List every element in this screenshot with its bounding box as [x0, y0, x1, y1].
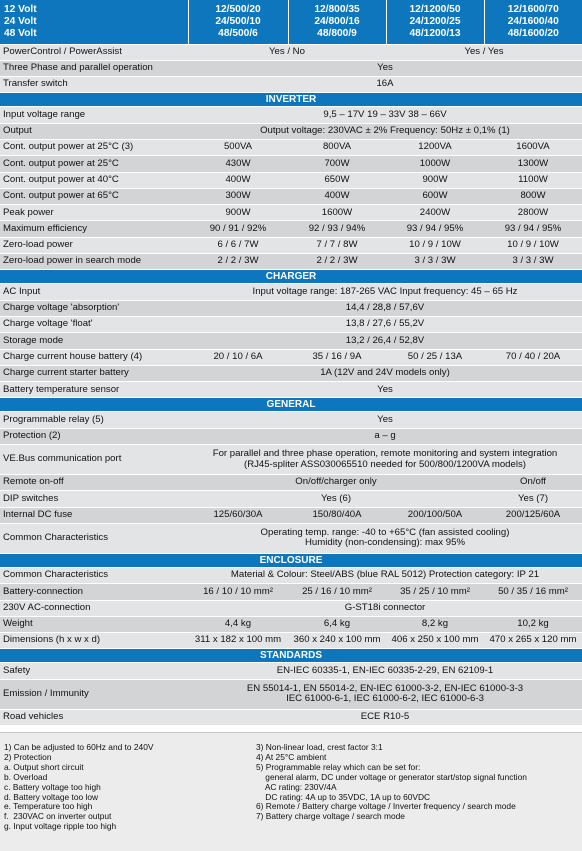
row-label: Internal DC fuse	[0, 507, 188, 523]
row-value: 35 / 25 / 10 mm²	[386, 584, 484, 600]
table-row	[0, 237, 582, 253]
row-value: 20 / 10 / 6A	[188, 349, 288, 365]
footnote-line: general alarm, DC under voltage or generator start/stop signal function	[256, 771, 527, 782]
row-value: ECE R10-5	[188, 709, 582, 725]
footnote-line: 3) Non-linear load, crest factor 3:1	[256, 742, 383, 752]
row-label: Common Characteristics	[0, 567, 188, 583]
footnotes-left	[4, 743, 153, 832]
row-label: Cont. output power at 40°C	[0, 172, 188, 188]
row-value: 650W	[288, 172, 386, 188]
row-value: 800W	[484, 188, 582, 204]
row-value: 406 x 250 x 100 mm	[386, 633, 484, 649]
table-row	[0, 349, 582, 365]
row-value: Yes	[188, 60, 582, 76]
row-value: a – g	[188, 428, 582, 444]
table-row	[0, 123, 582, 139]
row-value: 93 / 94 / 95%	[386, 221, 484, 237]
table-row	[0, 139, 582, 155]
footnote-line: 1) Can be adjusted to 60Hz and to 240V	[4, 742, 154, 752]
table-row	[0, 107, 582, 123]
row-label: Transfer switch	[0, 77, 188, 93]
table-row	[0, 584, 582, 600]
row-value: 90 / 91 / 92%	[188, 221, 288, 237]
row-value: 2 / 2 / 3W	[188, 254, 288, 270]
row-value: 430W	[188, 156, 288, 172]
table-row	[0, 616, 582, 632]
footnote-line: 2) Protection	[4, 751, 52, 762]
table-row	[0, 412, 582, 428]
footnotes-right	[256, 743, 527, 822]
row-label: DIP switches	[0, 491, 188, 507]
model-name: 12/1600/70	[507, 4, 559, 16]
table-row	[0, 60, 582, 76]
row-value-line: Operating temp. range: -40 to +65°C (fan assisted cooling)	[260, 526, 510, 538]
table-row	[0, 475, 582, 491]
model-header-row	[0, 0, 582, 44]
row-value: 93 / 94 / 95%	[484, 221, 582, 237]
row-value: 13,8 / 27,6 / 55,2V	[188, 316, 582, 332]
table-row	[0, 679, 582, 709]
row-value: On/off/charger only	[188, 475, 484, 491]
row-value: 50 / 35 / 16 mm²	[484, 584, 582, 600]
row-label: Three Phase and parallel operation	[0, 60, 188, 76]
table-row	[0, 567, 582, 583]
row-value: EN-IEC 60335-1, EN-IEC 60335-2-29, EN 62109-1	[188, 663, 582, 679]
row-label: Remote on-off	[0, 475, 188, 491]
row-value: 8,2 kg	[386, 616, 484, 632]
footnote-line: c. Battery voltage too high	[4, 781, 101, 792]
model-name: 12/800/35	[314, 4, 360, 16]
section-header	[0, 270, 582, 284]
row-label: PowerControl / PowerAssist	[0, 44, 188, 60]
row-value: 2 / 2 / 3W	[288, 254, 386, 270]
model-name: 48/1600/20	[507, 27, 559, 39]
row-value: 92 / 93 / 94%	[288, 221, 386, 237]
model-name: 48/800/9	[317, 27, 357, 39]
table-row	[0, 254, 582, 270]
row-value-line: IEC 61000-6-1, IEC 61000-6-2, IEC 61000-6-3	[286, 693, 484, 705]
row-label: Cont. output power at 65°C	[0, 188, 188, 204]
row-value: 25 / 16 / 10 mm²	[288, 584, 386, 600]
row-label: Road vehicles	[0, 709, 188, 725]
table-row	[0, 382, 582, 398]
table-row	[0, 156, 582, 172]
table-row	[0, 523, 582, 553]
row-label: Emission / Immunity	[0, 679, 188, 709]
section-title: CHARGER	[0, 270, 582, 284]
row-label: Storage mode	[0, 333, 188, 349]
section-title: ENCLOSURE	[0, 553, 582, 567]
row-value: 6 / 6 / 7W	[188, 237, 288, 253]
row-value: On/off	[484, 475, 582, 491]
section-title: STANDARDS	[0, 649, 582, 663]
row-value: 3 / 3 / 3W	[386, 254, 484, 270]
section-header	[0, 398, 582, 412]
row-value: 1600VA	[484, 139, 582, 155]
row-value: Yes / Yes	[386, 44, 582, 60]
row-value: 1000W	[386, 156, 484, 172]
row-value: 311 x 182 x 100 mm	[188, 633, 288, 649]
row-label: Programmable relay (5)	[0, 412, 188, 428]
row-value	[188, 679, 582, 709]
row-label: Charge voltage 'absorption'	[0, 300, 188, 316]
row-label: Charge voltage 'float'	[0, 316, 188, 332]
row-value: 1300W	[484, 156, 582, 172]
row-value: Yes (6)	[188, 491, 484, 507]
row-value: 14,4 / 28,8 / 57,6V	[188, 300, 582, 316]
footnotes	[0, 732, 582, 851]
row-value: 2800W	[484, 205, 582, 221]
row-value: 470 x 265 x 120 mm	[484, 633, 582, 649]
table-row	[0, 44, 582, 60]
row-value: Yes / No	[188, 44, 386, 60]
table-row	[0, 445, 582, 475]
table-row	[0, 333, 582, 349]
table-row	[0, 300, 582, 316]
row-value	[188, 523, 582, 553]
row-label: Zero-load power	[0, 237, 188, 253]
row-value: Output voltage: 230VAC ± 2% Frequency: 50Hz ± 0,1% (1)	[188, 123, 582, 139]
row-label: Dimensions (h x w x d)	[0, 633, 188, 649]
row-value: 800VA	[288, 139, 386, 155]
row-value-line: (RJ45-spliter ASS030065510 needed for 500/800/1200VA models)	[244, 458, 526, 470]
row-value: 1200VA	[386, 139, 484, 155]
row-value: 700W	[288, 156, 386, 172]
row-value: 9,5 – 17V 19 – 33V 38 – 66V	[188, 107, 582, 123]
row-value	[188, 445, 582, 475]
voltage-header	[0, 0, 188, 44]
row-label: Safety	[0, 663, 188, 679]
model-name: 24/1200/25	[409, 15, 461, 27]
model-header	[288, 0, 386, 44]
voltage-label: 24 Volt	[4, 15, 37, 27]
table-row	[0, 491, 582, 507]
table-row	[0, 205, 582, 221]
row-value: 1600W	[288, 205, 386, 221]
footnote-line: b. Overload	[4, 771, 48, 782]
row-value: 400W	[288, 188, 386, 204]
footnote-line: 4) At 25°C ambient	[256, 751, 327, 762]
footnote-line: 5) Programmable relay which can be set for:	[256, 761, 421, 772]
row-label: VE.Bus communication port	[0, 445, 188, 475]
model-name: 24/500/10	[215, 15, 261, 27]
table-row	[0, 284, 582, 300]
row-label: Charge current starter battery	[0, 365, 188, 381]
row-value: 900W	[386, 172, 484, 188]
model-name: 12/500/20	[215, 4, 261, 16]
model-header	[188, 0, 288, 44]
table-row	[0, 221, 582, 237]
row-value-line: For parallel and three phase operation, remote monitoring and system integration	[212, 447, 558, 459]
row-value: Yes	[188, 412, 582, 428]
row-value: 200/100/50A	[386, 507, 484, 523]
row-value: 200/125/60A	[484, 507, 582, 523]
table-row	[0, 507, 582, 523]
row-label: AC Input	[0, 284, 188, 300]
table-row	[0, 172, 582, 188]
row-value: Material & Colour: Steel/ABS (blue RAL 5012) Protection category: IP 21	[188, 567, 582, 583]
row-value: 1A (12V and 24V models only)	[188, 365, 582, 381]
model-name: 48/1200/13	[409, 27, 461, 39]
table-row	[0, 316, 582, 332]
row-value: 16A	[188, 77, 582, 93]
row-value: 10,2 kg	[484, 616, 582, 632]
footnote-line: AC rating: 230V/4A	[256, 781, 337, 792]
row-value: 2400W	[386, 205, 484, 221]
row-value: 500VA	[188, 139, 288, 155]
row-value: 150/80/40A	[288, 507, 386, 523]
model-name: 24/1600/40	[507, 15, 559, 27]
voltage-label: 48 Volt	[4, 27, 37, 39]
row-value: 125/60/30A	[188, 507, 288, 523]
model-name: 12/1200/50	[409, 4, 461, 16]
row-label: 230V AC-connection	[0, 600, 188, 616]
row-label: Zero-load power in search mode	[0, 254, 188, 270]
row-label: Charge current house battery (4)	[0, 349, 188, 365]
section-header	[0, 553, 582, 567]
row-value: 13,2 / 26,4 / 52,8V	[188, 333, 582, 349]
row-value: Input voltage range: 187-265 VAC Input frequency: 45 – 65 Hz	[188, 284, 582, 300]
row-value: 4,4 kg	[188, 616, 288, 632]
row-value: 400W	[188, 172, 288, 188]
row-label: Peak power	[0, 205, 188, 221]
row-label: Battery-connection	[0, 584, 188, 600]
footnote-line: 6) Remote / Battery charge voltage / Inverter frequency / search mode	[256, 801, 516, 812]
row-value: 70 / 40 / 20A	[484, 349, 582, 365]
footnote-line: a. Output short circuit	[4, 761, 84, 772]
model-header	[484, 0, 582, 44]
table-row	[0, 633, 582, 649]
row-label: Common Characteristics	[0, 523, 188, 553]
section-header	[0, 649, 582, 663]
row-label: Cont. output power at 25°C (3)	[0, 139, 188, 155]
footnote-line: f. 230VAC on inverter output	[4, 811, 112, 822]
footnote-line: 7) Battery charge voltage / search mode	[256, 811, 405, 822]
footnote-line: d. Battery voltage too low	[4, 791, 99, 802]
row-value-line: EN 55014-1, EN 55014-2, EN-IEC 61000-3-2, EN-IEC 61000-3-3	[246, 682, 524, 694]
voltage-label: 12 Volt	[4, 4, 37, 16]
row-label: Weight	[0, 616, 188, 632]
section-header	[0, 93, 582, 107]
model-name: 24/800/16	[314, 15, 360, 27]
table-row	[0, 365, 582, 381]
row-value: 900W	[188, 205, 288, 221]
row-label: Cont. output power at 25°C	[0, 156, 188, 172]
footnote-line: g. Input voltage ripple too high	[4, 821, 117, 832]
footnote-line: DC rating: 4A up to 35VDC, 1A up to 60VDC	[256, 791, 431, 802]
row-value-line: Humidity (non-condensing): max 95%	[305, 537, 465, 549]
row-value: 7 / 7 / 8W	[288, 237, 386, 253]
section-title: GENERAL	[0, 398, 582, 412]
row-value: 50 / 25 / 13A	[386, 349, 484, 365]
row-value: 16 / 10 / 10 mm²	[188, 584, 288, 600]
row-label: Battery temperature sensor	[0, 382, 188, 398]
row-value: 10 / 9 / 10W	[386, 237, 484, 253]
row-value: Yes	[188, 382, 582, 398]
model-name: 48/500/6	[218, 27, 258, 39]
row-value: 6,4 kg	[288, 616, 386, 632]
row-label: Input voltage range	[0, 107, 188, 123]
row-value: Yes (7)	[484, 491, 582, 507]
table-row	[0, 663, 582, 679]
table-row	[0, 77, 582, 93]
row-value: 600W	[386, 188, 484, 204]
footnote-line: e. Temperature too high	[4, 801, 93, 812]
row-value: 1100W	[484, 172, 582, 188]
row-value: G-ST18i connector	[188, 600, 582, 616]
row-label: Maximum efficiency	[0, 221, 188, 237]
model-header	[386, 0, 484, 44]
table-row	[0, 600, 582, 616]
row-value: 360 x 240 x 100 mm	[288, 633, 386, 649]
table-row	[0, 188, 582, 204]
row-value: 35 / 16 / 9A	[288, 349, 386, 365]
row-label: Protection (2)	[0, 428, 188, 444]
row-value: 300W	[188, 188, 288, 204]
row-value: 3 / 3 / 3W	[484, 254, 582, 270]
row-label: Output	[0, 123, 188, 139]
table-row	[0, 709, 582, 725]
row-value: 10 / 9 / 10W	[484, 237, 582, 253]
section-title: INVERTER	[0, 93, 582, 107]
table-row	[0, 428, 582, 444]
